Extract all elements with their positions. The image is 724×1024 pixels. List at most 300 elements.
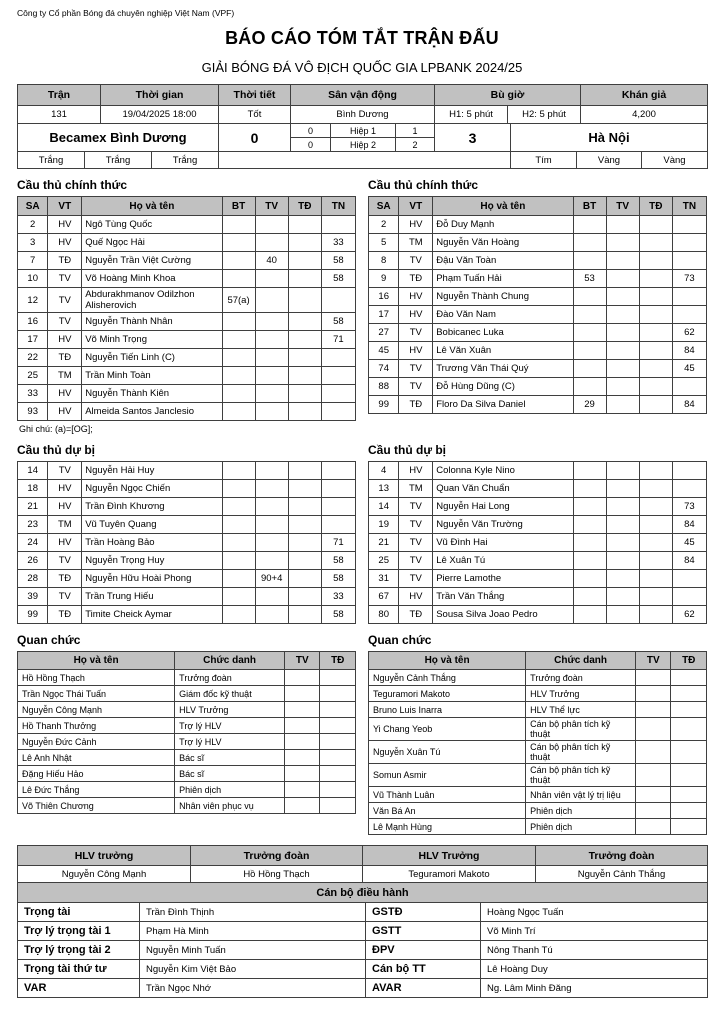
red-card-minute bbox=[639, 552, 672, 570]
official-tv bbox=[636, 686, 671, 702]
player-table-header bbox=[369, 197, 707, 216]
coaches-table bbox=[17, 845, 708, 883]
red-card-minute bbox=[288, 313, 321, 331]
official-tv bbox=[285, 670, 320, 686]
red-card-minute bbox=[288, 606, 321, 624]
player-row bbox=[18, 385, 356, 403]
player-row bbox=[18, 234, 356, 252]
official-tv bbox=[285, 798, 320, 814]
red-card-minute bbox=[288, 331, 321, 349]
red-card-minute bbox=[639, 606, 672, 624]
sub-off-minute: 84 bbox=[672, 516, 706, 534]
official-tv bbox=[636, 803, 671, 819]
position: TV bbox=[48, 288, 82, 313]
position: TV bbox=[399, 570, 433, 588]
official-td bbox=[320, 686, 356, 702]
goal-minute bbox=[573, 234, 606, 252]
official-td bbox=[671, 686, 707, 702]
player-name: Trần Trung Hiếu bbox=[82, 588, 222, 606]
red-card-minute bbox=[639, 396, 672, 414]
player-name: Nguyễn Thành Nhân bbox=[82, 313, 222, 331]
official-td bbox=[320, 782, 356, 798]
position: HV bbox=[48, 234, 82, 252]
executive-label: Trọng tài bbox=[18, 903, 140, 922]
sub-on-minute bbox=[606, 552, 639, 570]
officials-header bbox=[18, 652, 356, 670]
away-team-name: Hà Nội bbox=[511, 124, 708, 152]
sub-off-minute: 33 bbox=[321, 588, 355, 606]
player-row bbox=[18, 516, 356, 534]
position: TV bbox=[399, 378, 433, 396]
sub-off-minute bbox=[672, 306, 706, 324]
official-name: Bruno Luis Inarra bbox=[369, 702, 526, 718]
official-role: Trợ lý HLV bbox=[175, 718, 285, 734]
official-td bbox=[320, 734, 356, 750]
executive-name: Ng. Lâm Minh Đăng bbox=[481, 979, 708, 998]
player-name: Nguyễn Văn Trường bbox=[433, 516, 573, 534]
official-tv bbox=[636, 702, 671, 718]
player-row bbox=[369, 588, 707, 606]
goal-minute bbox=[222, 252, 255, 270]
official-tv bbox=[285, 686, 320, 702]
col-name: Họ và tên bbox=[82, 197, 222, 216]
position: HV bbox=[399, 216, 433, 234]
position: TV bbox=[48, 462, 82, 480]
home-kit-color-2: Trắng bbox=[85, 152, 152, 169]
shirt-number: 74 bbox=[369, 360, 399, 378]
sub-on-minute bbox=[255, 234, 288, 252]
red-card-minute bbox=[639, 498, 672, 516]
official-td bbox=[320, 718, 356, 734]
away-head-coach-header: HLV Trưởng bbox=[363, 846, 536, 866]
player-name: Sousa Silva Joao Pedro bbox=[433, 606, 573, 624]
col-tv: TV bbox=[255, 197, 288, 216]
official-tv bbox=[285, 750, 320, 766]
sub-off-minute: 73 bbox=[672, 270, 706, 288]
player-name: Pierre Lamothe bbox=[433, 570, 573, 588]
shirt-number: 88 bbox=[369, 378, 399, 396]
red-card-minute bbox=[288, 216, 321, 234]
sub-on-minute bbox=[606, 396, 639, 414]
position: TV bbox=[399, 252, 433, 270]
away-starters-block bbox=[368, 196, 707, 414]
official-row bbox=[18, 766, 356, 782]
player-name: Trần Văn Thắng bbox=[433, 588, 573, 606]
official-td bbox=[320, 766, 356, 782]
red-card-minute bbox=[288, 516, 321, 534]
executive-label: Trợ lý trọng tài 1 bbox=[18, 922, 140, 941]
home-subs-table bbox=[17, 461, 356, 624]
official-row bbox=[369, 702, 707, 718]
away-kit-color-2: Vàng bbox=[577, 152, 642, 169]
executive-row bbox=[18, 903, 708, 922]
home-starters-table bbox=[17, 196, 356, 421]
col-official-td: TĐ bbox=[320, 652, 356, 670]
col-official-name: Họ và tên bbox=[18, 652, 175, 670]
official-td bbox=[320, 750, 356, 766]
goal-minute bbox=[573, 588, 606, 606]
col-td: TĐ bbox=[639, 197, 672, 216]
sub-on-minute bbox=[255, 349, 288, 367]
position: TV bbox=[48, 552, 82, 570]
away-officials-heading: Quan chức bbox=[368, 633, 432, 647]
goal-minute bbox=[573, 516, 606, 534]
shirt-number: 13 bbox=[369, 480, 399, 498]
official-name: Văn Bá An bbox=[369, 803, 526, 819]
sub-off-minute: 71 bbox=[321, 534, 355, 552]
sub-off-minute: 62 bbox=[672, 606, 706, 624]
sub-off-minute bbox=[321, 462, 355, 480]
shirt-number: 27 bbox=[369, 324, 399, 342]
col-sa: SA bbox=[18, 197, 48, 216]
col-tv: TV bbox=[606, 197, 639, 216]
player-row bbox=[369, 462, 707, 480]
away-subs-table bbox=[368, 461, 707, 624]
goal-minute bbox=[573, 324, 606, 342]
sub-on-minute bbox=[606, 534, 639, 552]
sub-off-minute bbox=[672, 588, 706, 606]
col-vt: VT bbox=[48, 197, 82, 216]
sub-off-minute: 58 bbox=[321, 570, 355, 588]
sub-on-minute bbox=[255, 216, 288, 234]
player-row bbox=[369, 270, 707, 288]
executive-label: ĐPV bbox=[366, 941, 481, 960]
official-role: Phiên dịch bbox=[175, 782, 285, 798]
sub-off-minute bbox=[321, 516, 355, 534]
col-sa: SA bbox=[369, 197, 399, 216]
red-card-minute bbox=[639, 570, 672, 588]
shirt-number: 10 bbox=[18, 270, 48, 288]
executive-name: Nguyễn Minh Tuấn bbox=[140, 941, 366, 960]
shirt-number: 16 bbox=[18, 313, 48, 331]
shirt-number: 99 bbox=[369, 396, 399, 414]
shirt-number: 17 bbox=[369, 306, 399, 324]
official-td bbox=[671, 670, 707, 686]
sub-on-minute bbox=[255, 270, 288, 288]
red-card-minute bbox=[639, 306, 672, 324]
official-name: Nguyễn Công Mạnh bbox=[18, 702, 175, 718]
home-officials-heading: Quan chức bbox=[17, 633, 81, 647]
official-tv bbox=[636, 819, 671, 835]
red-card-minute bbox=[639, 360, 672, 378]
red-card-minute bbox=[639, 216, 672, 234]
col-vt: VT bbox=[399, 197, 433, 216]
position: TV bbox=[48, 270, 82, 288]
position: TV bbox=[399, 534, 433, 552]
score-table bbox=[17, 123, 708, 152]
official-name: Nguyễn Đức Cảnh bbox=[18, 734, 175, 750]
goal-minute bbox=[573, 252, 606, 270]
official-tv bbox=[285, 702, 320, 718]
away-kit-color-1: Tím bbox=[511, 152, 577, 169]
weather-header: Thời tiết bbox=[219, 85, 291, 106]
player-name: Đào Văn Nam bbox=[433, 306, 573, 324]
sub-on-minute bbox=[606, 378, 639, 396]
goal-minute bbox=[222, 385, 255, 403]
home-kit-color-3: Trắng bbox=[152, 152, 219, 169]
player-row bbox=[369, 534, 707, 552]
sub-off-minute bbox=[672, 288, 706, 306]
goal-minute bbox=[222, 367, 255, 385]
player-row bbox=[369, 342, 707, 360]
shirt-number: 25 bbox=[18, 367, 48, 385]
goal-minute bbox=[573, 534, 606, 552]
sub-on-minute bbox=[606, 234, 639, 252]
goal-minute bbox=[222, 552, 255, 570]
red-card-minute bbox=[288, 288, 321, 313]
official-tv bbox=[285, 718, 320, 734]
player-name: Nguyễn Hai Long bbox=[433, 498, 573, 516]
position: TV bbox=[399, 360, 433, 378]
player-name: Nguyễn Ngọc Chiến bbox=[82, 480, 222, 498]
shirt-number: 67 bbox=[369, 588, 399, 606]
shirt-number: 24 bbox=[18, 534, 48, 552]
official-td bbox=[671, 787, 707, 803]
red-card-minute bbox=[288, 552, 321, 570]
half2-home-score: 0 bbox=[291, 138, 331, 152]
official-name: Trần Ngọc Thái Tuấn bbox=[18, 686, 175, 702]
sub-off-minute: 73 bbox=[672, 498, 706, 516]
col-bt: BT bbox=[222, 197, 255, 216]
goal-minute bbox=[573, 288, 606, 306]
official-td bbox=[671, 741, 707, 764]
position: TM bbox=[399, 480, 433, 498]
officials-header bbox=[369, 652, 707, 670]
official-row bbox=[369, 803, 707, 819]
executive-label: GSTT bbox=[366, 922, 481, 941]
player-name: Timite Cheick Aymar bbox=[82, 606, 222, 624]
match-no: 131 bbox=[18, 106, 101, 124]
shirt-number: 22 bbox=[18, 349, 48, 367]
sub-on-minute bbox=[606, 462, 639, 480]
shirt-number: 12 bbox=[18, 288, 48, 313]
position: HV bbox=[48, 498, 82, 516]
away-starters-table bbox=[368, 196, 707, 414]
shirt-number: 18 bbox=[18, 480, 48, 498]
goal-minute bbox=[222, 588, 255, 606]
official-tv bbox=[636, 718, 671, 741]
sub-off-minute bbox=[672, 216, 706, 234]
player-row bbox=[369, 552, 707, 570]
match-no-header: Trận bbox=[18, 85, 101, 106]
red-card-minute bbox=[288, 385, 321, 403]
official-name: Hồ Hồng Thạch bbox=[18, 670, 175, 686]
executive-name: Nguyễn Kim Việt Bảo bbox=[140, 960, 366, 979]
col-official-tv: TV bbox=[285, 652, 320, 670]
official-name: Yi Chang Yeob bbox=[369, 718, 526, 741]
player-name: Nguyễn Hải Huy bbox=[82, 462, 222, 480]
shirt-number: 21 bbox=[369, 534, 399, 552]
col-bt: BT bbox=[573, 197, 606, 216]
shirt-number: 45 bbox=[369, 342, 399, 360]
position: HV bbox=[48, 331, 82, 349]
col-td: TĐ bbox=[288, 197, 321, 216]
red-card-minute bbox=[639, 462, 672, 480]
official-tv bbox=[636, 764, 671, 787]
kit-colors-spacer bbox=[219, 152, 511, 169]
sub-off-minute: 71 bbox=[321, 331, 355, 349]
player-name: Phạm Tuấn Hải bbox=[433, 270, 573, 288]
score-row-1 bbox=[18, 124, 708, 138]
sub-off-minute: 45 bbox=[672, 360, 706, 378]
official-row bbox=[18, 686, 356, 702]
position: TM bbox=[48, 367, 82, 385]
executive-name: Trần Ngọc Nhớ bbox=[140, 979, 366, 998]
player-row bbox=[369, 216, 707, 234]
away-kit-color-3: Vàng bbox=[642, 152, 708, 169]
position: TĐ bbox=[399, 606, 433, 624]
shirt-number: 5 bbox=[369, 234, 399, 252]
sub-on-minute bbox=[606, 216, 639, 234]
official-role: Nhân viên vật lý trị liệu bbox=[526, 787, 636, 803]
sub-off-minute bbox=[321, 288, 355, 313]
player-row bbox=[18, 331, 356, 349]
player-name: Nguyễn Hữu Hoài Phong bbox=[82, 570, 222, 588]
goal-minute bbox=[222, 534, 255, 552]
position: TV bbox=[48, 588, 82, 606]
sub-on-minute bbox=[255, 534, 288, 552]
shirt-number: 9 bbox=[369, 270, 399, 288]
executive-label: Trọng tài thứ tư bbox=[18, 960, 140, 979]
goal-minute bbox=[573, 342, 606, 360]
official-td bbox=[671, 718, 707, 741]
official-role: Cán bộ phân tích kỹ thuật bbox=[526, 718, 636, 741]
official-row bbox=[18, 718, 356, 734]
player-row bbox=[18, 534, 356, 552]
red-card-minute bbox=[639, 324, 672, 342]
red-card-minute bbox=[639, 378, 672, 396]
shirt-number: 31 bbox=[369, 570, 399, 588]
executives-table bbox=[17, 882, 708, 998]
goal-minute bbox=[222, 270, 255, 288]
position: HV bbox=[399, 588, 433, 606]
executive-name: Nông Thanh Tú bbox=[481, 941, 708, 960]
player-name: Trương Văn Thái Quý bbox=[433, 360, 573, 378]
executive-row bbox=[18, 979, 708, 998]
player-row bbox=[369, 396, 707, 414]
player-row bbox=[18, 288, 356, 313]
player-name: Trần Minh Toàn bbox=[82, 367, 222, 385]
executive-row bbox=[18, 922, 708, 941]
away-head-coach: Teguramori Makoto bbox=[363, 866, 536, 883]
home-officials-table bbox=[17, 651, 356, 814]
player-name: Nguyễn Trần Việt Cường bbox=[82, 252, 222, 270]
sub-off-minute: 84 bbox=[672, 342, 706, 360]
player-row bbox=[18, 498, 356, 516]
shirt-number: 33 bbox=[18, 385, 48, 403]
position: TĐ bbox=[48, 606, 82, 624]
sub-off-minute: 84 bbox=[672, 396, 706, 414]
official-role: Trưởng đoàn bbox=[175, 670, 285, 686]
match-info-value-row bbox=[18, 106, 708, 124]
executive-name: Trần Đình Thịnh bbox=[140, 903, 366, 922]
stoppage-h2: H2: 5 phút bbox=[508, 106, 581, 124]
red-card-minute bbox=[288, 367, 321, 385]
official-row bbox=[18, 670, 356, 686]
executive-row bbox=[18, 960, 708, 979]
sub-on-minute bbox=[606, 342, 639, 360]
sub-on-minute bbox=[606, 570, 639, 588]
match-info-table bbox=[17, 84, 708, 124]
official-name: Nguyễn Cảnh Thắng bbox=[369, 670, 526, 686]
shirt-number: 19 bbox=[369, 516, 399, 534]
official-role: HLV Thể lực bbox=[526, 702, 636, 718]
shirt-number: 21 bbox=[18, 498, 48, 516]
goal-minute bbox=[573, 360, 606, 378]
official-role: Giám đốc kỹ thuật bbox=[175, 686, 285, 702]
player-name: Nguyễn Tiến Linh (C) bbox=[82, 349, 222, 367]
match-info-header-row bbox=[18, 85, 708, 106]
shirt-number: 2 bbox=[18, 216, 48, 234]
player-row bbox=[369, 570, 707, 588]
shirt-number: 23 bbox=[18, 516, 48, 534]
position: TĐ bbox=[399, 270, 433, 288]
player-name: Colonna Kyle Nino bbox=[433, 462, 573, 480]
goal-minute bbox=[222, 313, 255, 331]
player-row bbox=[369, 516, 707, 534]
half2-away-score: 2 bbox=[396, 138, 435, 152]
official-role: Trợ lý HLV bbox=[175, 734, 285, 750]
official-tv bbox=[285, 766, 320, 782]
sub-off-minute bbox=[672, 462, 706, 480]
goal-minute: 53 bbox=[573, 270, 606, 288]
goal-minute: 57(a) bbox=[222, 288, 255, 313]
shirt-number: 2 bbox=[369, 216, 399, 234]
player-name: Đậu Văn Toàn bbox=[433, 252, 573, 270]
player-name: Vũ Đình Hai bbox=[433, 534, 573, 552]
page-title: BÁO CÁO TÓM TẮT TRẬN ĐẤU bbox=[225, 28, 499, 48]
col-tn: TN bbox=[321, 197, 355, 216]
position: HV bbox=[48, 403, 82, 421]
red-card-minute bbox=[288, 349, 321, 367]
red-card-minute bbox=[288, 252, 321, 270]
sub-off-minute: 58 bbox=[321, 313, 355, 331]
official-td bbox=[320, 798, 356, 814]
match-datetime: 19/04/2025 18:00 bbox=[101, 106, 219, 124]
red-card-minute bbox=[288, 270, 321, 288]
player-row bbox=[18, 252, 356, 270]
goal-minute bbox=[573, 306, 606, 324]
sub-on-minute bbox=[606, 498, 639, 516]
official-role: Bác sĩ bbox=[175, 766, 285, 782]
executives-heading: Cán bộ điều hành bbox=[18, 883, 708, 903]
kit-colors-table bbox=[17, 151, 708, 169]
goal-minute bbox=[222, 480, 255, 498]
position: TV bbox=[399, 552, 433, 570]
sub-on-minute bbox=[255, 462, 288, 480]
sub-off-minute bbox=[672, 480, 706, 498]
official-name: Hồ Thanh Thưởng bbox=[18, 718, 175, 734]
col-official-name: Họ và tên bbox=[369, 652, 526, 670]
sub-on-minute bbox=[606, 360, 639, 378]
position: TM bbox=[399, 234, 433, 252]
sub-off-minute bbox=[672, 570, 706, 588]
shirt-number: 39 bbox=[18, 588, 48, 606]
red-card-minute bbox=[639, 342, 672, 360]
official-name: Võ Thiên Chương bbox=[18, 798, 175, 814]
coaches-header-row bbox=[18, 846, 708, 866]
player-name: Nguyễn Văn Hoàng bbox=[433, 234, 573, 252]
shirt-number: 25 bbox=[369, 552, 399, 570]
official-name: Lê Đức Thắng bbox=[18, 782, 175, 798]
goal-minute bbox=[573, 570, 606, 588]
executive-label: AVAR bbox=[366, 979, 481, 998]
red-card-minute bbox=[288, 588, 321, 606]
sub-on-minute bbox=[255, 313, 288, 331]
position: HV bbox=[399, 342, 433, 360]
executive-label: GSTĐ bbox=[366, 903, 481, 922]
col-official-tv: TV bbox=[636, 652, 671, 670]
